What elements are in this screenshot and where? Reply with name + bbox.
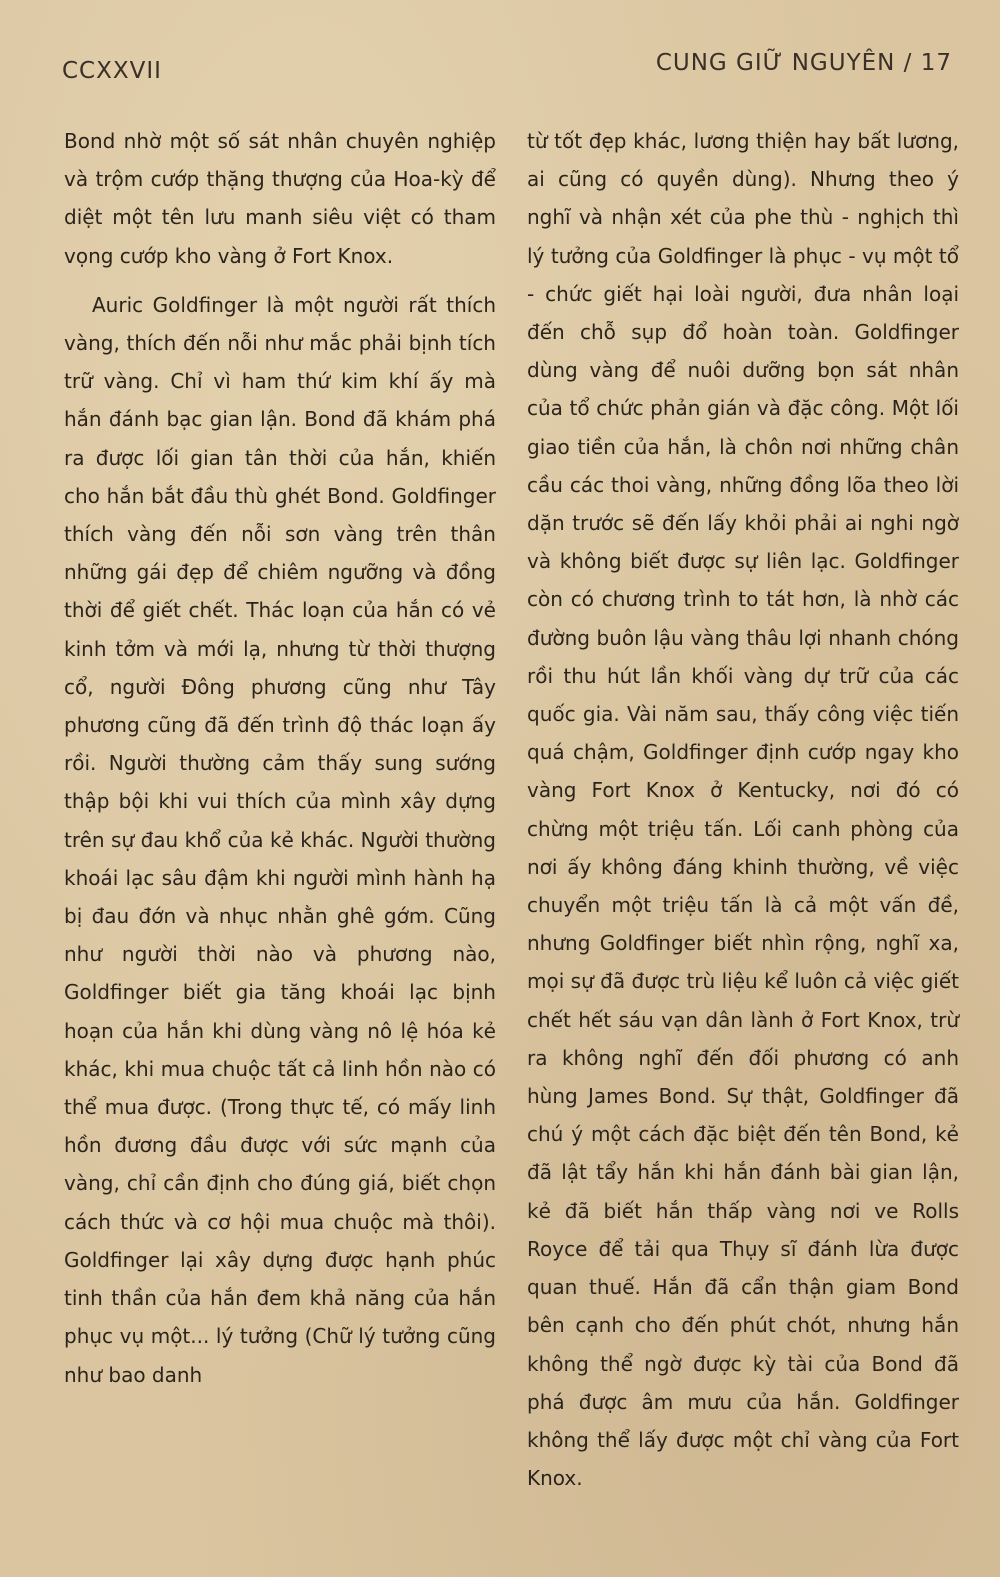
- section-number: CCXXVII: [62, 58, 162, 84]
- running-title: CUNG GIỮ NGUYÊN / 17: [655, 50, 952, 76]
- page-header: [62, 50, 952, 90]
- left-paragraph-2: Auric Goldfinger là một người rất thích vàng, thích đến nỗi như mắc phải bịnh tích trữ vàng. Chỉ vì ham thứ kim khí ấy mà hắn đánh bạc gian lận. Bond đã khám phá ra được lối gian tân thời của hắn, khiến cho hắn bắt đầu thù ghét Bond. Goldfinger thích vàng đến nỗi sơn vàng trên thân những gái đẹp để chiêm ngưỡng và đồng thời để giết chết. Thác loạn của hắn có vẻ kinh tởm và mới lạ, nhưng từ thời thượng cổ, người Đông phương cũng như Tây phương cũng đã đến trình độ thác loạn ấy rồi. Người thường cảm thấy sung sướng thập bội khi vui thích của mình xây dựng trên sự đau khổ của kẻ khác. Người thường khoái lạc sâu đậm khi người mình hành hạ bị đau đớn và nhục nhằn ghê gớm. Cũng như người thời nào và phương nào, Goldfinger biết gia tăng khoái lạc bịnh hoạn của hắn khi dùng vàng nô lệ hóa kẻ khác, khi mua chuộc tất cả linh hồn nào có thể mua được. (Trong thực tế, có mấy linh hồn đương đầu được với sức mạnh của vàng, chỉ cần định cho đúng giá, biết chọn cách thức và cơ hội mua chuộc mà thôi). Goldfinger lại xây dựng được hạnh phúc tinh thần của hắn đem khả năng của hắn phục vụ một... lý tưởng (Chữ lý tưởng cũng như bao danh: [64, 292, 496, 1387]
- right-column: [527, 122, 959, 1497]
- left-column: [64, 122, 496, 1394]
- left-paragraph-1: Bond nhờ một số sát nhân chuyên nghiệp và trộm cướp thặng thượng của Hoa-kỳ để diệt một tên lưu manh siêu việt có tham vọng cướp kho vàng ở Fort Knox.: [64, 129, 496, 268]
- right-paragraph-1: từ tốt đẹp khác, lương thiện hay bất lương, ai cũng có quyền dùng). Nhưng theo ý nghĩ và nhận xét của phe thù - nghịch thì lý tưởng của Goldfinger là phục - vụ một tổ - chức giết hại loài người, đưa nhân loại đến chỗ sụp đổ hoàn toàn. Goldfinger dùng vàng để nuôi dưỡng bọn sát nhân của tổ chức phản gián và đặc công. Một lối giao tiền của hắn, là chôn nơi những chân cầu các thoi vàng, những đồng lõa theo lời dặn trước sẽ đến lấy khỏi phải ai nghi ngờ và không biết được sự liên lạc. Goldfinger còn có chương trình to tát hơn, là nhờ các đường buôn lậu vàng thâu lợi nhanh chóng rồi thu hút lần khối vàng dự trữ của các quốc gia. Vài năm sau, thấy công việc tiến quá chậm, Goldfinger định cướp ngay kho vàng Fort Knox ở Kentucky, nơi đó có chừng một triệu tấn. Lối canh phòng của nơi ấy không đáng khinh thường, về việc chuyển một triệu tấn là cả một vấn đề, nhưng Goldfinger biết nhìn rộng, nghĩ xa, mọi sự đã được trù liệu kể luôn cả việc giết chết hết sáu vạn dân lành ở Fort Knox, trừ ra không nghĩ đến đối phương có anh hùng James Bond. Sự thật, Goldfinger đã chú ý một cách đặc biệt đến tên Bond, kẻ đã lật tẩy hắn khi hắn đánh bài gian lận, kẻ đã biết hắn thấp vàng nơi ve Rolls Royce để tải qua Thụy sĩ đánh lừa được quan thuế. Hắn đã cẩn thận giam Bond bên cạnh cho đến phút chót, nhưng hắn không thể ngờ được kỳ tài của Bond đã phá được âm mưu của hắn. Goldfinger không thể lấy được một chỉ vàng của Fort Knox.: [527, 129, 959, 1491]
